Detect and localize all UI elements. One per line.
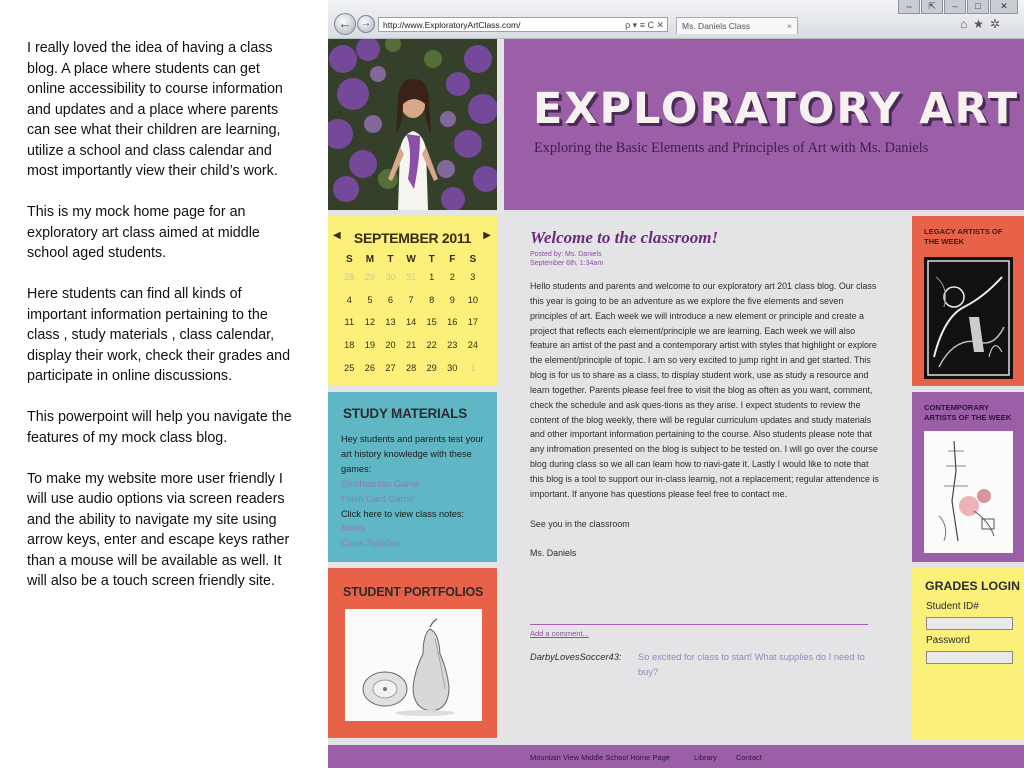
class-calendar xyxy=(328,216,497,386)
footer-link-contact[interactable]: Contact xyxy=(736,753,762,762)
class-syllabus-link[interactable]: Class Syllabus xyxy=(341,538,402,549)
calendar-day[interactable]: 22 xyxy=(426,340,437,351)
calendar-day[interactable]: 24 xyxy=(467,340,478,351)
student-id-label: Student ID# xyxy=(926,601,979,612)
calendar-day[interactable]: 31 xyxy=(405,272,417,283)
browser-toolbar xyxy=(328,0,1024,39)
slide-paragraph: I really loved the idea of having a class blog. A place where students can get online accessibility to course information and updates and a place where parents can see what their children are learning, utilize a school and class calendar and most importantly view their child’s work. xyxy=(27,40,283,179)
student-portfolios-panel[interactable] xyxy=(328,568,497,738)
weekday-header: S xyxy=(345,253,353,265)
calendar-day[interactable]: 1 xyxy=(429,272,435,283)
minimize-button[interactable]: – xyxy=(944,0,966,14)
window-controls xyxy=(897,0,1018,14)
calendar-next-icon[interactable]: ▶ xyxy=(483,230,491,241)
grades-login-title: GRADES LOGIN xyxy=(925,579,1020,593)
weekday-header: W xyxy=(406,253,416,265)
calendar-day[interactable]: 10 xyxy=(467,294,478,305)
site-header xyxy=(504,39,1024,210)
post-signature: Ms. Daniels xyxy=(530,548,577,559)
site-subtitle: Exploring the Basic Elements and Principles of Art with Ms. Daniels xyxy=(534,140,929,156)
contemporary-artists-title: CONTEMPORARY ARTISTS OF THE WEEK xyxy=(924,403,1012,422)
site-title: EXPLORATORY ART xyxy=(533,84,1020,134)
calendar-day[interactable]: 4 xyxy=(346,294,352,305)
calendar-day[interactable]: 15 xyxy=(426,317,437,328)
tab-ms-daniels-class[interactable] xyxy=(676,17,798,34)
comment-text: So excited for class to start! What supplies do I need to buy? xyxy=(638,652,865,677)
weekday-header: M xyxy=(365,253,375,265)
comment-divider xyxy=(530,624,868,625)
calendar-prev-icon[interactable]: ◀ xyxy=(333,230,341,241)
close-tab-icon[interactable]: × xyxy=(787,21,792,31)
calendar-day[interactable]: 30 xyxy=(385,272,396,283)
notes-intro: Click here to view class notes: xyxy=(341,508,465,519)
study-materials-title: STUDY MATERIALS xyxy=(343,406,468,421)
slide-paragraph: This powerpoint will help you navigate the features of my mock class blog. xyxy=(27,409,292,446)
password-field[interactable] xyxy=(926,651,1013,664)
student-portfolios-title: STUDENT PORTFOLIOS xyxy=(343,585,484,599)
calendar-day[interactable]: 14 xyxy=(405,317,417,328)
contemporary-artists-panel xyxy=(912,392,1024,562)
comment-author: DarbyLovesSoccer43: xyxy=(530,652,622,662)
calendar-day[interactable]: 18 xyxy=(344,340,355,351)
comment xyxy=(530,650,880,677)
contemporary-artwork-image[interactable] xyxy=(924,431,1013,553)
blog-post xyxy=(530,228,880,576)
calendar-day[interactable]: 17 xyxy=(467,317,478,328)
calendar-day[interactable]: 13 xyxy=(385,317,396,328)
calendar-day[interactable]: 23 xyxy=(447,340,458,351)
calendar-day[interactable]: 20 xyxy=(385,340,396,351)
maximize-button[interactable]: □ xyxy=(967,0,989,14)
calendar-month: SEPTEMBER 2011 xyxy=(353,230,472,246)
post-paragraph: Hello students and parents and welcome to our exploratory art 201 class blog. Our class this year is going to be an adventure as we explore the five elements and seven principles of art. Each week we will introduce a new element or principle and create a project that reflects each element/principle we are learning. Each week we will also feature an artist of the past and a contemporary artist with styles that highlight or explore the element/principle of topic. I am so very excited to jump right in and get started. This blog is for us to share as a class, to display student work, use as study a resource and learn together. Parents please feel free to visit the blog as often as you want, comment, check the schedule and ask ques-tions as they arise. I expect students to review the content of the blog weekly, there will be regular curriculum updates and study materials and other important information pertaining to the course. Also students please note that any infromation presented on the blog is subject to be tested on. I will go over the course blog during class so we all can learn how to navi-gate it. Lastly I would like to note that this blog is a tool to support our in-class learnig, not a replacement; regular attendence is important. If anyone has questions please feel free to contact me. xyxy=(530,281,879,499)
calendar-day[interactable]: 7 xyxy=(408,294,414,305)
home-favorites-tools-icons[interactable]: ⌂★✲ xyxy=(959,17,1006,31)
calendar-day[interactable]: 12 xyxy=(364,317,375,328)
calendar-day[interactable]: 26 xyxy=(364,362,375,373)
close-window-button[interactable]: ✕ xyxy=(990,0,1018,14)
password-label: Password xyxy=(926,635,970,646)
browser-window xyxy=(328,0,1024,768)
slide-text xyxy=(27,38,299,612)
calendar-day[interactable]: 3 xyxy=(470,272,476,283)
calendar-grid xyxy=(339,252,483,379)
add-comment-link[interactable]: Add a comment... xyxy=(530,629,589,638)
post-author: Posted by: Ms. Daniels xyxy=(530,251,602,258)
calendar-day[interactable]: 28 xyxy=(405,362,417,373)
teacher-photo xyxy=(328,39,497,210)
calendar-day[interactable]: 8 xyxy=(429,294,435,305)
calendar-day[interactable]: 19 xyxy=(364,340,375,351)
calendar-day[interactable]: 28 xyxy=(344,272,355,283)
notes-link[interactable]: Notes xyxy=(341,523,366,534)
slide-paragraph: Here students can find all kinds of important information pertaining to the class , study materials , class calendar, display their work, check their grades and participate in online discussions. xyxy=(27,286,291,384)
pear-drawing-image[interactable] xyxy=(345,609,482,721)
slide-paragraph: To make my website more user friendly I will use audio options via screen readers and the ability to navigate my site using arrow keys, enter and escape keys rather than a mouse will be available as well. It will also be a touch screen friendly site. xyxy=(27,470,290,589)
calendar-day[interactable]: 1 xyxy=(470,362,476,373)
study-intro: Hey students and parents test your art history knowledge with these games: xyxy=(341,434,484,474)
tab-title: Ms. Daniels Class xyxy=(682,21,751,31)
url-text: http://www.ExploratoryArtClass.com/ xyxy=(383,20,521,30)
legacy-artists-title: LEGACY ARTISTS OF THE WEEK xyxy=(924,227,1003,246)
address-bar[interactable] xyxy=(378,17,668,32)
calendar-day[interactable]: 9 xyxy=(449,294,455,305)
calendar-day[interactable]: 16 xyxy=(447,317,458,328)
weekday-header: F xyxy=(449,253,456,265)
study-materials-panel xyxy=(328,392,497,562)
back-arrow-icon[interactable]: ← xyxy=(334,13,356,35)
footer-link-school-home[interactable]: Mountain View Middle School Home Page xyxy=(530,753,670,762)
weekday-header: T xyxy=(387,253,394,265)
weekday-header: T xyxy=(428,253,435,265)
calendar-day[interactable]: 6 xyxy=(387,294,394,305)
student-id-field[interactable] xyxy=(926,617,1013,630)
weekday-header: S xyxy=(469,253,477,265)
flash-card-game-link[interactable]: Flash Card Game xyxy=(341,493,414,504)
legacy-artwork-image[interactable] xyxy=(924,257,1013,379)
calendar-day[interactable]: 25 xyxy=(344,362,355,373)
slide-paragraph: This is my mock home page for an exploratory art class aimed at middle school aged students. xyxy=(27,204,260,261)
grades-login-panel xyxy=(912,568,1024,740)
calendar-day[interactable]: 2 xyxy=(449,272,455,283)
calendar-day[interactable]: 21 xyxy=(405,340,417,351)
smithsonian-game-link[interactable]: Smithsonian Game xyxy=(341,478,420,489)
calendar-day[interactable]: 11 xyxy=(344,317,355,328)
post-title: Welcome to the classroom! xyxy=(530,228,719,247)
site-footer xyxy=(328,745,1024,768)
calendar-day[interactable]: 29 xyxy=(426,362,437,373)
calendar-day[interactable]: 5 xyxy=(367,294,373,305)
calendar-day[interactable]: 27 xyxy=(385,362,396,373)
legacy-artists-panel xyxy=(912,216,1024,386)
address-tools-icons[interactable]: ρ ▾ ≡ C ✕ xyxy=(625,20,664,30)
post-body xyxy=(530,279,880,561)
post-date: September 6th, 1:34am xyxy=(530,260,604,267)
calendar-day[interactable]: 30 xyxy=(447,362,458,373)
footer-link-library[interactable]: Library xyxy=(694,753,717,762)
popout-icon[interactable]: ⇱ xyxy=(921,0,943,14)
forward-arrow-icon[interactable]: → xyxy=(357,15,375,33)
calendar-day[interactable]: 29 xyxy=(364,272,375,283)
post-paragraph: See you in the classroom xyxy=(530,518,630,529)
restore-icon[interactable]: ⇔ xyxy=(898,0,920,14)
